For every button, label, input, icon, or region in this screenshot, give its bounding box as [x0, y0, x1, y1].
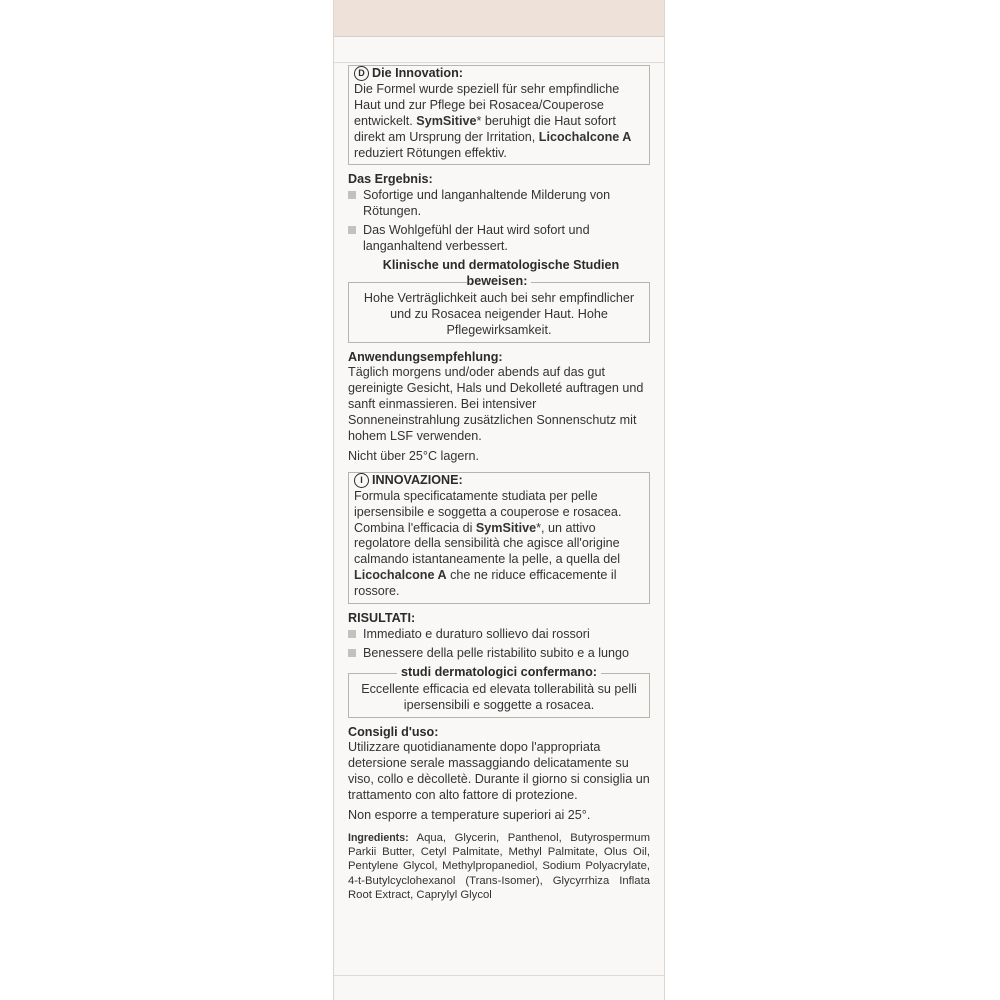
package-text — [348, 65, 650, 902]
it-result-section — [348, 611, 650, 662]
it-licochalcone: Licochalcone A — [354, 568, 447, 583]
de-result-title: Das Ergebnis: — [348, 172, 433, 187]
de-studies-title-text: Klinische und dermatologische Studien beweisen: — [379, 258, 620, 288]
package-top-flap — [334, 0, 664, 37]
bullet-square-icon — [348, 226, 356, 234]
it-symsitive: SymSitive — [475, 520, 537, 535]
it-innovation-text-part1: Formula specificatamente studiata per pelle ipersensibile e soggetta a couperose e rosacea. Combina l'efficacia di — [354, 488, 622, 535]
it-language-badge: I — [354, 473, 369, 488]
de-innovation-heading — [354, 66, 644, 82]
de-usage-section — [348, 350, 650, 465]
de-usage-title: Anwendungsempfehlung: — [348, 349, 503, 364]
de-innovation-box — [348, 65, 650, 165]
list-item — [348, 627, 650, 643]
de-usage-text: Täglich morgens und/oder abends auf das gut gereinigte Gesicht, Hals und Dekolleté auftragen und sanft einmassieren. Bei intensiver Sonneneinstrahlung zusätzlichen Sonnenschutz mit hohem LSF verwenden. — [348, 365, 644, 444]
it-result-item: Benessere della pelle ristabilito subito e a lungo — [363, 645, 630, 660]
bullet-square-icon — [348, 191, 356, 199]
it-result-item: Immediato e duraturo sollievo dai rossori — [363, 627, 590, 641]
it-innovation-text-part3: che ne riduce efficacemente il rossore. — [354, 568, 617, 599]
fold-line — [334, 62, 664, 63]
list-item — [348, 646, 650, 662]
de-studies-text: Hohe Verträglichkeit auch bei sehr empfindlicher und zu Rosacea neigender Haut. Hohe Pflegewirksamkeit. — [363, 290, 635, 337]
bullet-square-icon — [348, 630, 356, 638]
it-studies-text: Eccellente efficacia ed elevata tollerabilità su pelli ipersensibili e soggette a rosacea. — [361, 681, 637, 712]
de-innovation-text-part1: Die Formel wurde speziell für sehr empfindliche Haut und zur Pflege bei Rosacea/Couperose entwickelt. — [354, 81, 620, 128]
it-result-title: RISULTATI: — [348, 611, 416, 626]
de-licochalcone: Licochalcone A — [538, 129, 632, 144]
de-result-list — [348, 188, 650, 255]
de-studies-box — [348, 282, 650, 343]
it-innovation-box — [348, 472, 650, 604]
it-innovation-text-part2: *, un attivo regolatore della sensibilità che agisce all'origine calmando istantaneamente la pelle, a quella del — [354, 520, 621, 567]
de-innovation-title: Die Innovation: — [372, 66, 463, 80]
de-result-item: Das Wohlgefühl der Haut wird sofort und langanhaltend verbessert. — [363, 223, 590, 254]
de-innovation-text-part3: reduziert Rötungen effektiv. — [354, 145, 507, 160]
bullet-square-icon — [348, 649, 356, 657]
de-storage-text: Nicht über 25°C lagern. — [348, 448, 480, 463]
ingredients-label: Ingredients: — [348, 831, 409, 844]
it-storage-text: Non esporre a temperature superiori ai 25°. — [348, 808, 591, 823]
fold-line — [334, 975, 664, 976]
de-innovation-text — [354, 82, 644, 162]
de-innovation-text-part2: * beruhigt die Haut sofort direkt am Ursprung der Irritation, — [354, 113, 616, 144]
de-result-section — [348, 172, 650, 255]
it-result-list — [348, 627, 650, 662]
de-studies-title — [348, 258, 650, 290]
it-usage-text: Utilizzare quotidianamente dopo l'appropriata detersione serale massaggiando delicatamente su viso, collo e dècolletè. Durante il giorno si consiglia un trattamento con alto fattore di protezione. — [348, 740, 650, 803]
ingredients-list — [348, 831, 650, 902]
de-result-item: Sofortige und langanhaltende Milderung von Rötungen. — [363, 188, 611, 219]
it-innovation-title: INNOVAZIONE: — [372, 472, 463, 487]
de-symsitive: SymSitive — [416, 113, 477, 128]
ingredients-text: Aqua, Glycerin, Panthenol, Butyrospermum Parkii Butter, Cetyl Palmitate, Methyl Palmitate, Olus Oil, Pentylene Glycol, Methylpropanediol, Sodium Polyacrylate, 4-t-Butylcyclohexanol (Trans-Isomer), Glycyrrhiza Inflata Root Extract, Caprylyl Glycol — [348, 831, 650, 901]
it-usage-section — [348, 725, 650, 824]
it-studies-title-text: studi dermatologici confermano: — [397, 665, 601, 679]
it-innovation-heading — [354, 473, 644, 489]
it-innovation-text — [354, 489, 644, 600]
de-language-badge: D — [354, 66, 369, 81]
package-side-panel — [333, 0, 665, 1000]
it-usage-title: Consigli d'uso: — [348, 724, 439, 739]
it-studies-title — [348, 665, 650, 681]
list-item — [348, 223, 650, 255]
list-item — [348, 188, 650, 220]
